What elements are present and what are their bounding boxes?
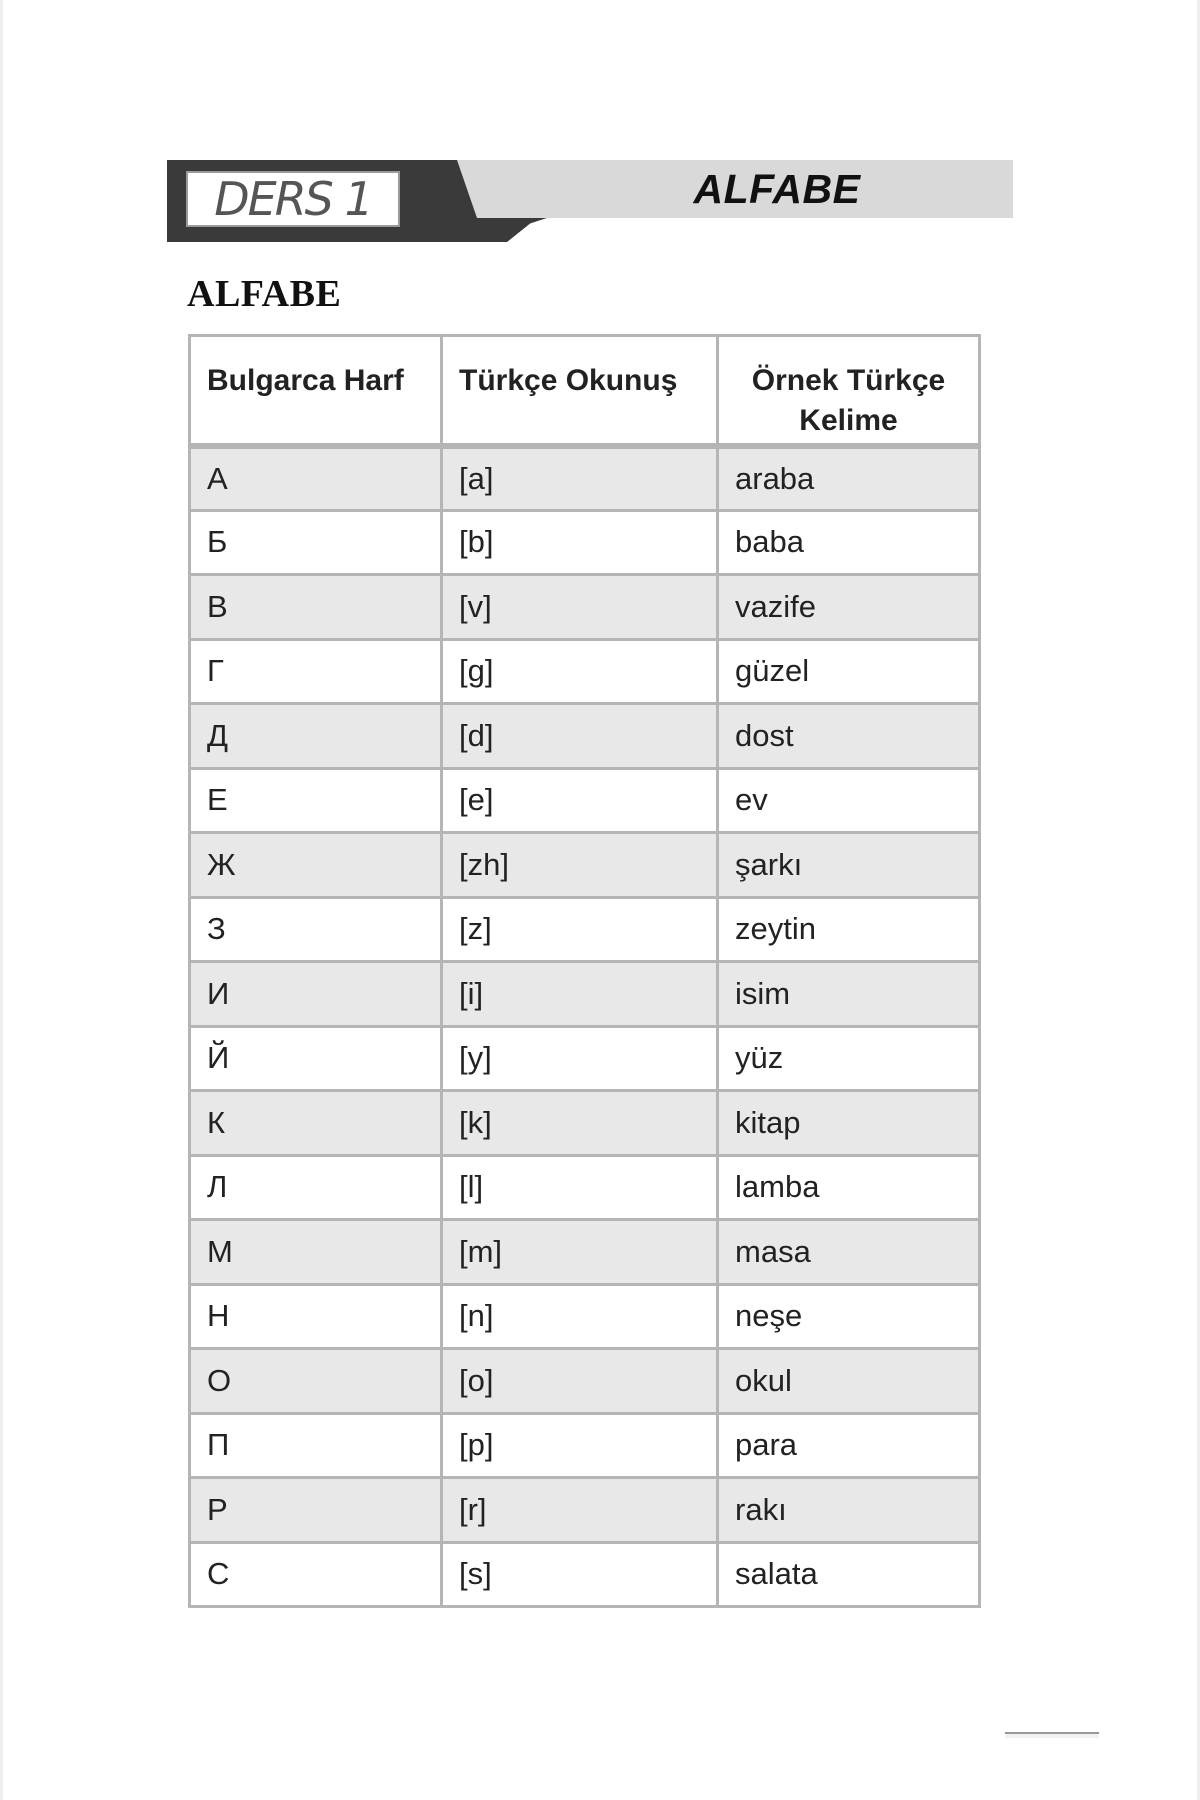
bulgarian-letter-cell: Ж bbox=[190, 833, 442, 898]
table-header-row bbox=[190, 336, 980, 446]
bulgarian-letter-cell: Е bbox=[190, 768, 442, 833]
page-edge bbox=[0, 0, 3, 1800]
example-word-cell: baba bbox=[718, 510, 980, 575]
lesson-number-label: DERS 1 bbox=[214, 172, 372, 226]
table-row bbox=[190, 1284, 980, 1349]
pronunciation-cell: [a] bbox=[442, 446, 718, 511]
table-row bbox=[190, 1155, 980, 1220]
pronunciation-cell: [p] bbox=[442, 1413, 718, 1478]
table-row bbox=[190, 639, 980, 704]
pronunciation-cell: [r] bbox=[442, 1478, 718, 1543]
bulgarian-letter-cell: В bbox=[190, 575, 442, 640]
bulgarian-letter-cell: Б bbox=[190, 510, 442, 575]
pronunciation-cell: [s] bbox=[442, 1542, 718, 1607]
lesson-banner bbox=[167, 160, 1013, 242]
pronunciation-cell: [v] bbox=[442, 575, 718, 640]
example-word-cell: vazife bbox=[718, 575, 980, 640]
example-word-cell: salata bbox=[718, 1542, 980, 1607]
alphabet-table bbox=[188, 334, 981, 1608]
bulgarian-letter-cell: О bbox=[190, 1349, 442, 1414]
bulgarian-letter-cell: С bbox=[190, 1542, 442, 1607]
column-header-example-word: Örnek Türkçe Kelime bbox=[718, 336, 980, 446]
table-body bbox=[190, 446, 980, 1607]
example-word-cell: para bbox=[718, 1413, 980, 1478]
example-word-cell: yüz bbox=[718, 1026, 980, 1091]
pronunciation-cell: [b] bbox=[442, 510, 718, 575]
example-word-cell: ev bbox=[718, 768, 980, 833]
bulgarian-letter-cell: Н bbox=[190, 1284, 442, 1349]
table-row bbox=[190, 704, 980, 769]
example-word-cell: masa bbox=[718, 1220, 980, 1285]
table-row bbox=[190, 446, 980, 511]
bulgarian-letter-cell: З bbox=[190, 897, 442, 962]
table-row bbox=[190, 1349, 980, 1414]
pronunciation-cell: [i] bbox=[442, 962, 718, 1027]
table-row bbox=[190, 1220, 980, 1285]
example-word-cell: neşe bbox=[718, 1284, 980, 1349]
table-row bbox=[190, 1091, 980, 1156]
lesson-number-box bbox=[186, 171, 400, 227]
table-row bbox=[190, 1478, 980, 1543]
table-row bbox=[190, 768, 980, 833]
pronunciation-cell: [l] bbox=[442, 1155, 718, 1220]
pronunciation-cell: [o] bbox=[442, 1349, 718, 1414]
table-row bbox=[190, 1542, 980, 1607]
table-row bbox=[190, 962, 980, 1027]
table-row bbox=[190, 575, 980, 640]
pronunciation-cell: [y] bbox=[442, 1026, 718, 1091]
table-row bbox=[190, 897, 980, 962]
table-row bbox=[190, 510, 980, 575]
example-word-cell: isim bbox=[718, 962, 980, 1027]
pronunciation-cell: [k] bbox=[442, 1091, 718, 1156]
example-word-cell: güzel bbox=[718, 639, 980, 704]
section-heading: ALFABE bbox=[187, 273, 342, 315]
bulgarian-letter-cell: Р bbox=[190, 1478, 442, 1543]
bulgarian-letter-cell: Д bbox=[190, 704, 442, 769]
example-word-cell: dost bbox=[718, 704, 980, 769]
table-row bbox=[190, 833, 980, 898]
example-word-cell: lamba bbox=[718, 1155, 980, 1220]
example-word-cell: araba bbox=[718, 446, 980, 511]
example-word-cell: zeytin bbox=[718, 897, 980, 962]
pronunciation-cell: [g] bbox=[442, 639, 718, 704]
column-header-turkish-pronunciation: Türkçe Okunuş bbox=[442, 336, 718, 446]
example-word-cell: okul bbox=[718, 1349, 980, 1414]
bulgarian-letter-cell: К bbox=[190, 1091, 442, 1156]
bulgarian-letter-cell: И bbox=[190, 962, 442, 1027]
table-row bbox=[190, 1413, 980, 1478]
bulgarian-letter-cell: Й bbox=[190, 1026, 442, 1091]
pronunciation-cell: [n] bbox=[442, 1284, 718, 1349]
example-word-cell: şarkı bbox=[718, 833, 980, 898]
bulgarian-letter-cell: Л bbox=[190, 1155, 442, 1220]
example-word-cell: kitap bbox=[718, 1091, 980, 1156]
bulgarian-letter-cell: А bbox=[190, 446, 442, 511]
bulgarian-letter-cell: Г bbox=[190, 639, 442, 704]
page-number-mark bbox=[1005, 1732, 1099, 1738]
pronunciation-cell: [z] bbox=[442, 897, 718, 962]
pronunciation-cell: [m] bbox=[442, 1220, 718, 1285]
pronunciation-cell: [d] bbox=[442, 704, 718, 769]
pronunciation-cell: [e] bbox=[442, 768, 718, 833]
bulgarian-letter-cell: П bbox=[190, 1413, 442, 1478]
example-word-cell: rakı bbox=[718, 1478, 980, 1543]
table-row bbox=[190, 1026, 980, 1091]
banner-title: ALFABE bbox=[693, 165, 861, 212]
bulgarian-letter-cell: М bbox=[190, 1220, 442, 1285]
column-header-bulgarian-letter: Bulgarca Harf bbox=[190, 336, 442, 446]
pronunciation-cell: [zh] bbox=[442, 833, 718, 898]
